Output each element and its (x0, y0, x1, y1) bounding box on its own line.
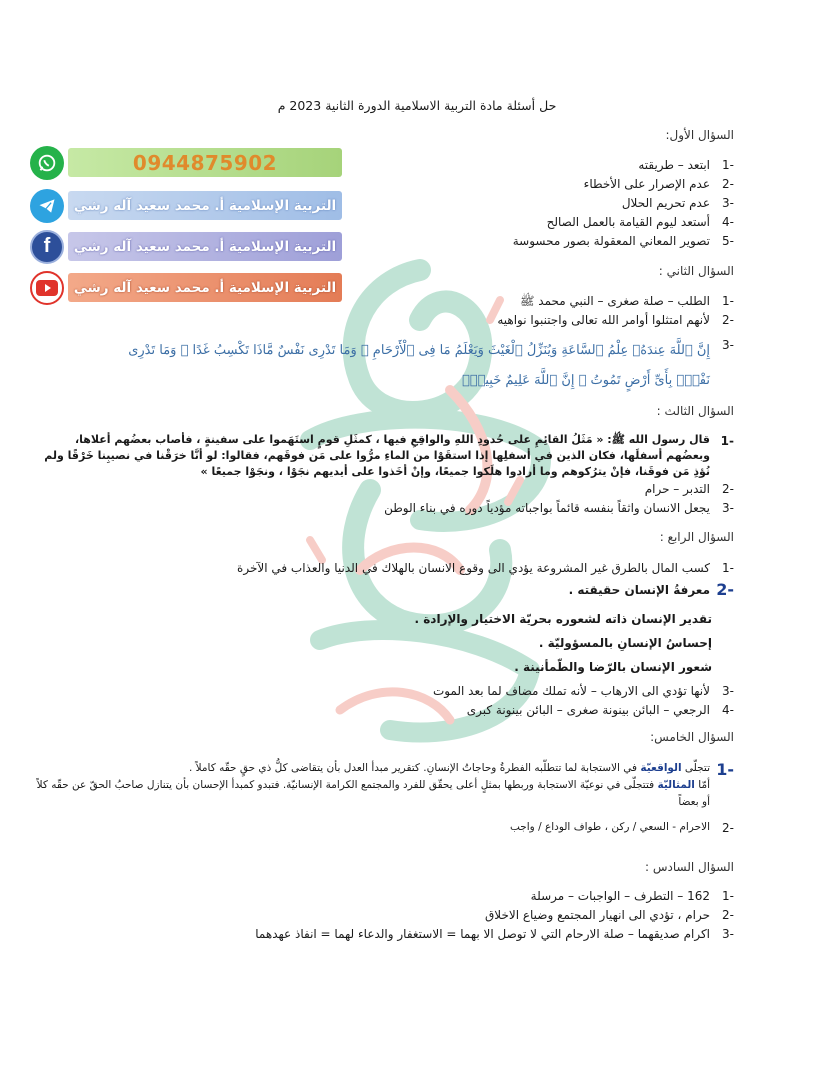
q2-heading: السؤال الثاني : (658, 264, 734, 278)
phone-number[interactable]: 0944875902 (68, 148, 342, 177)
quran-verse: إِنَّ ٱللَّهَ عِندَهُۥ عِلْمُ ٱلسَّاعَةِ وَيُنَزِّلُ ٱلْغَيْثَ وَيَعْلَمُ مَا فِى ٱلْأَرْحَامِ ۖ وَمَا تَدْرِى نَفْسٌ مَّاذَا تَكْسِبُ غَدًا ۖ وَمَا تَدْرِى نَفْسٌۢ بِأَىِّ أَرْضٍ تَمُوتُ ۚ إِنَّ ٱللَّهَ عَلِيمٌ خَبِيرٌۢ (128, 343, 710, 388)
list-item: -3 اكرام صديقهما – صلة الارحام التي لا توصل الا بهما = الاستغفار والدعاء لهما = انفاذ عهدهما (255, 927, 734, 941)
list-item: -3 لأنها تؤدي الى الارهاب – لأنه تملك مضاف لما بعد الموت (432, 684, 734, 698)
q6-answers (114, 887, 734, 944)
q6-heading: السؤال السادس : (645, 860, 734, 874)
list-item: -2 الاحرام - السعي / ركن ، طواف الوداع / واجب (509, 821, 734, 835)
facebook-label[interactable]: التربية الإسلامية أ. محمد سعيد آله رشي (68, 232, 342, 261)
list-item: -4 أستعد ليوم القيامة بالعمل الصالح (546, 215, 734, 229)
telegram-label[interactable]: التربية الإسلامية أ. محمد سعيد آله رشي (68, 191, 342, 220)
q4-sub-1: تقدير الإنسان ذاته لشعوره بحريّة الاختيار والإرادة . (414, 612, 712, 626)
keyword-idealism: المثاليّة (657, 779, 695, 791)
facebook-row[interactable] (30, 229, 342, 264)
telegram-icon[interactable] (30, 189, 64, 223)
list-item: -2 عدم الإصرار على الأخطاء (583, 177, 734, 191)
list-item: -1 ابتعد – طريقته (638, 158, 734, 172)
list-item: -2 لأنهم امتثلوا أوامر الله تعالى واجتنبوا نواهيه (497, 313, 734, 327)
contact-banner (30, 143, 342, 309)
whatsapp-icon[interactable] (30, 146, 64, 180)
list-item: -1 تتجلّى الواقعيّة في الاستجابة لما تتطلّبه الفطرةُ وحاجاتُ الإنسانِ. كتقرير مبدأ العدل بأن يتقاضى كلُّ ذي حقٍ حقّه كاملاً . أمّا المثاليّة فتتجلّى في نوعيّة الاستجابة وربطها بمثلٍ أعلى يحقّق للفرد والمجتمع الكرامة الإنسانيّة. فتبدو كمبدأ الإحسان بأن يتنازل صاحبُ الحقّ عن حقّه كلاً أو بعضاً (36, 760, 734, 808)
youtube-icon[interactable] (30, 271, 64, 305)
list-item: -1 الطلب – صلة صغرى – النبي محمد ﷺ (519, 294, 734, 308)
q4-heading: السؤال الرابع : (659, 530, 734, 544)
list-item: -1 كسب المال بالطرق غير المشروعة يؤدي الى وقوع الانسان بالهلاك في الدنيا والعذاب في الآخرة (237, 561, 734, 575)
list-item: -2 معرفةُ الإنسان حقيقته . (568, 580, 734, 599)
list-item: -3 عدم تحريم الحلال (621, 196, 734, 210)
telegram-row[interactable] (30, 188, 342, 223)
q4-answers-a (74, 559, 734, 602)
q5-heading: السؤال الخامس: (650, 730, 734, 744)
list-item: -3 إِنَّ ٱللَّهَ عِندَهُۥ عِلْمُ ٱلسَّاعَةِ وَيُنَزِّلُ ٱلْغَيْثَ وَيَعْلَمُ مَا فِى ٱلْأَرْحَامِ ۖ وَمَا تَدْرِى نَفْسٌ مَّاذَا تَكْسِبُ غَدًا ۖ وَمَا تَدْرِى نَفْسٌۢ بِأَىِّ أَرْضٍ تَمُوتُ ۚ إِنَّ ٱللَّهَ عَلِيمٌ خَبِيرٌۢ (114, 336, 734, 396)
q4-sub-2: إحساسُ الإنسانِ بالمسؤوليّة . (538, 636, 712, 650)
q5-answers (34, 760, 734, 838)
page-title: حل أسئلة مادة التربية الاسلامية الدورة الثانية 2023 م (277, 98, 557, 113)
list-item: -1 162 – التطرف – الواجبات – مرسلة (530, 889, 734, 903)
keyword-realism: الواقعيّة (640, 762, 682, 774)
q1-heading: السؤال الأول: (665, 128, 734, 142)
whatsapp-row[interactable] (30, 145, 342, 180)
youtube-label[interactable]: التربية الإسلامية أ. محمد سعيد آله رشي (68, 273, 342, 302)
q3-answers (34, 432, 734, 518)
list-item: -2 حرام ، تؤدي الى انهيار المجتمع وضياع الاخلاق (484, 908, 734, 922)
q4-sub-3: شعور الإنسان بالرّضا والطّمأنينة . (514, 660, 712, 674)
list-item: -1 قال رسول الله ﷺ: « مَثَلُ القائِمِ على حُدودِ اللهِ والواقِعِ فيها ، كمثَلِ قومٍ استَهَموا على سفينةٍ ، فأصاب بعضُهم أعلاها، وبعضُهم أسفلَها، فكان الذين في أسفلِها إذا استقَوْا من الماءِ مرُّوا على مَن فوقَهم، فقالوا: لو أنَّا خرَقْنا في نصيبِنا خَرْقًا ولم نُؤذِ مَن فوقَنا، فإنْ يترُكوهم وما أرادوا هلَكوا جميعًا، وإنْ أخَذوا على أيديهم نجَوْا ، ونجَوْا جميعًا » (34, 432, 734, 480)
facebook-icon[interactable]: f (30, 230, 64, 264)
q1-answers (424, 156, 734, 251)
list-item: -2 التدبر – حرام (644, 482, 734, 496)
youtube-row[interactable] (30, 270, 342, 305)
q3-heading: السؤال الثالث : (656, 404, 734, 418)
q4-answers-b (234, 682, 734, 720)
hadith-text: قال رسول الله ﷺ: « مَثَلُ القائِمِ على حُدودِ اللهِ والواقِعِ فيها ، كمثَلِ قومٍ استَهَموا على سفينةٍ ، فأصاب بعضُهم أعلاها، وبعضُهم أسفلَها، فكان الذين في أسفلِها إذا استقَوْا من الماءِ مرُّوا على مَن فوقَهم، فقالوا: لو أنَّا خرَقْنا في نصيبِنا خَرْقًا ولم نُؤذِ مَن فوقَنا، فإنْ يترُكوهم وما أرادوا هلَكوا جميعًا، وإنْ أخَذوا على أيديهم نجَوْا ، ونجَوْا جميعًا » (44, 433, 710, 478)
list-item: -4 الرجعي – البائن بينونة صغرى – البائن بينونة كبرى (466, 703, 734, 717)
list-item: -5 تصوير المعاني المعقولة بصور محسوسة (512, 234, 734, 248)
list-item: -3 يجعل الانسان واثقاً بنفسه قائماً بواجباته مؤدياً دوره في بناء الوطن (384, 501, 734, 515)
